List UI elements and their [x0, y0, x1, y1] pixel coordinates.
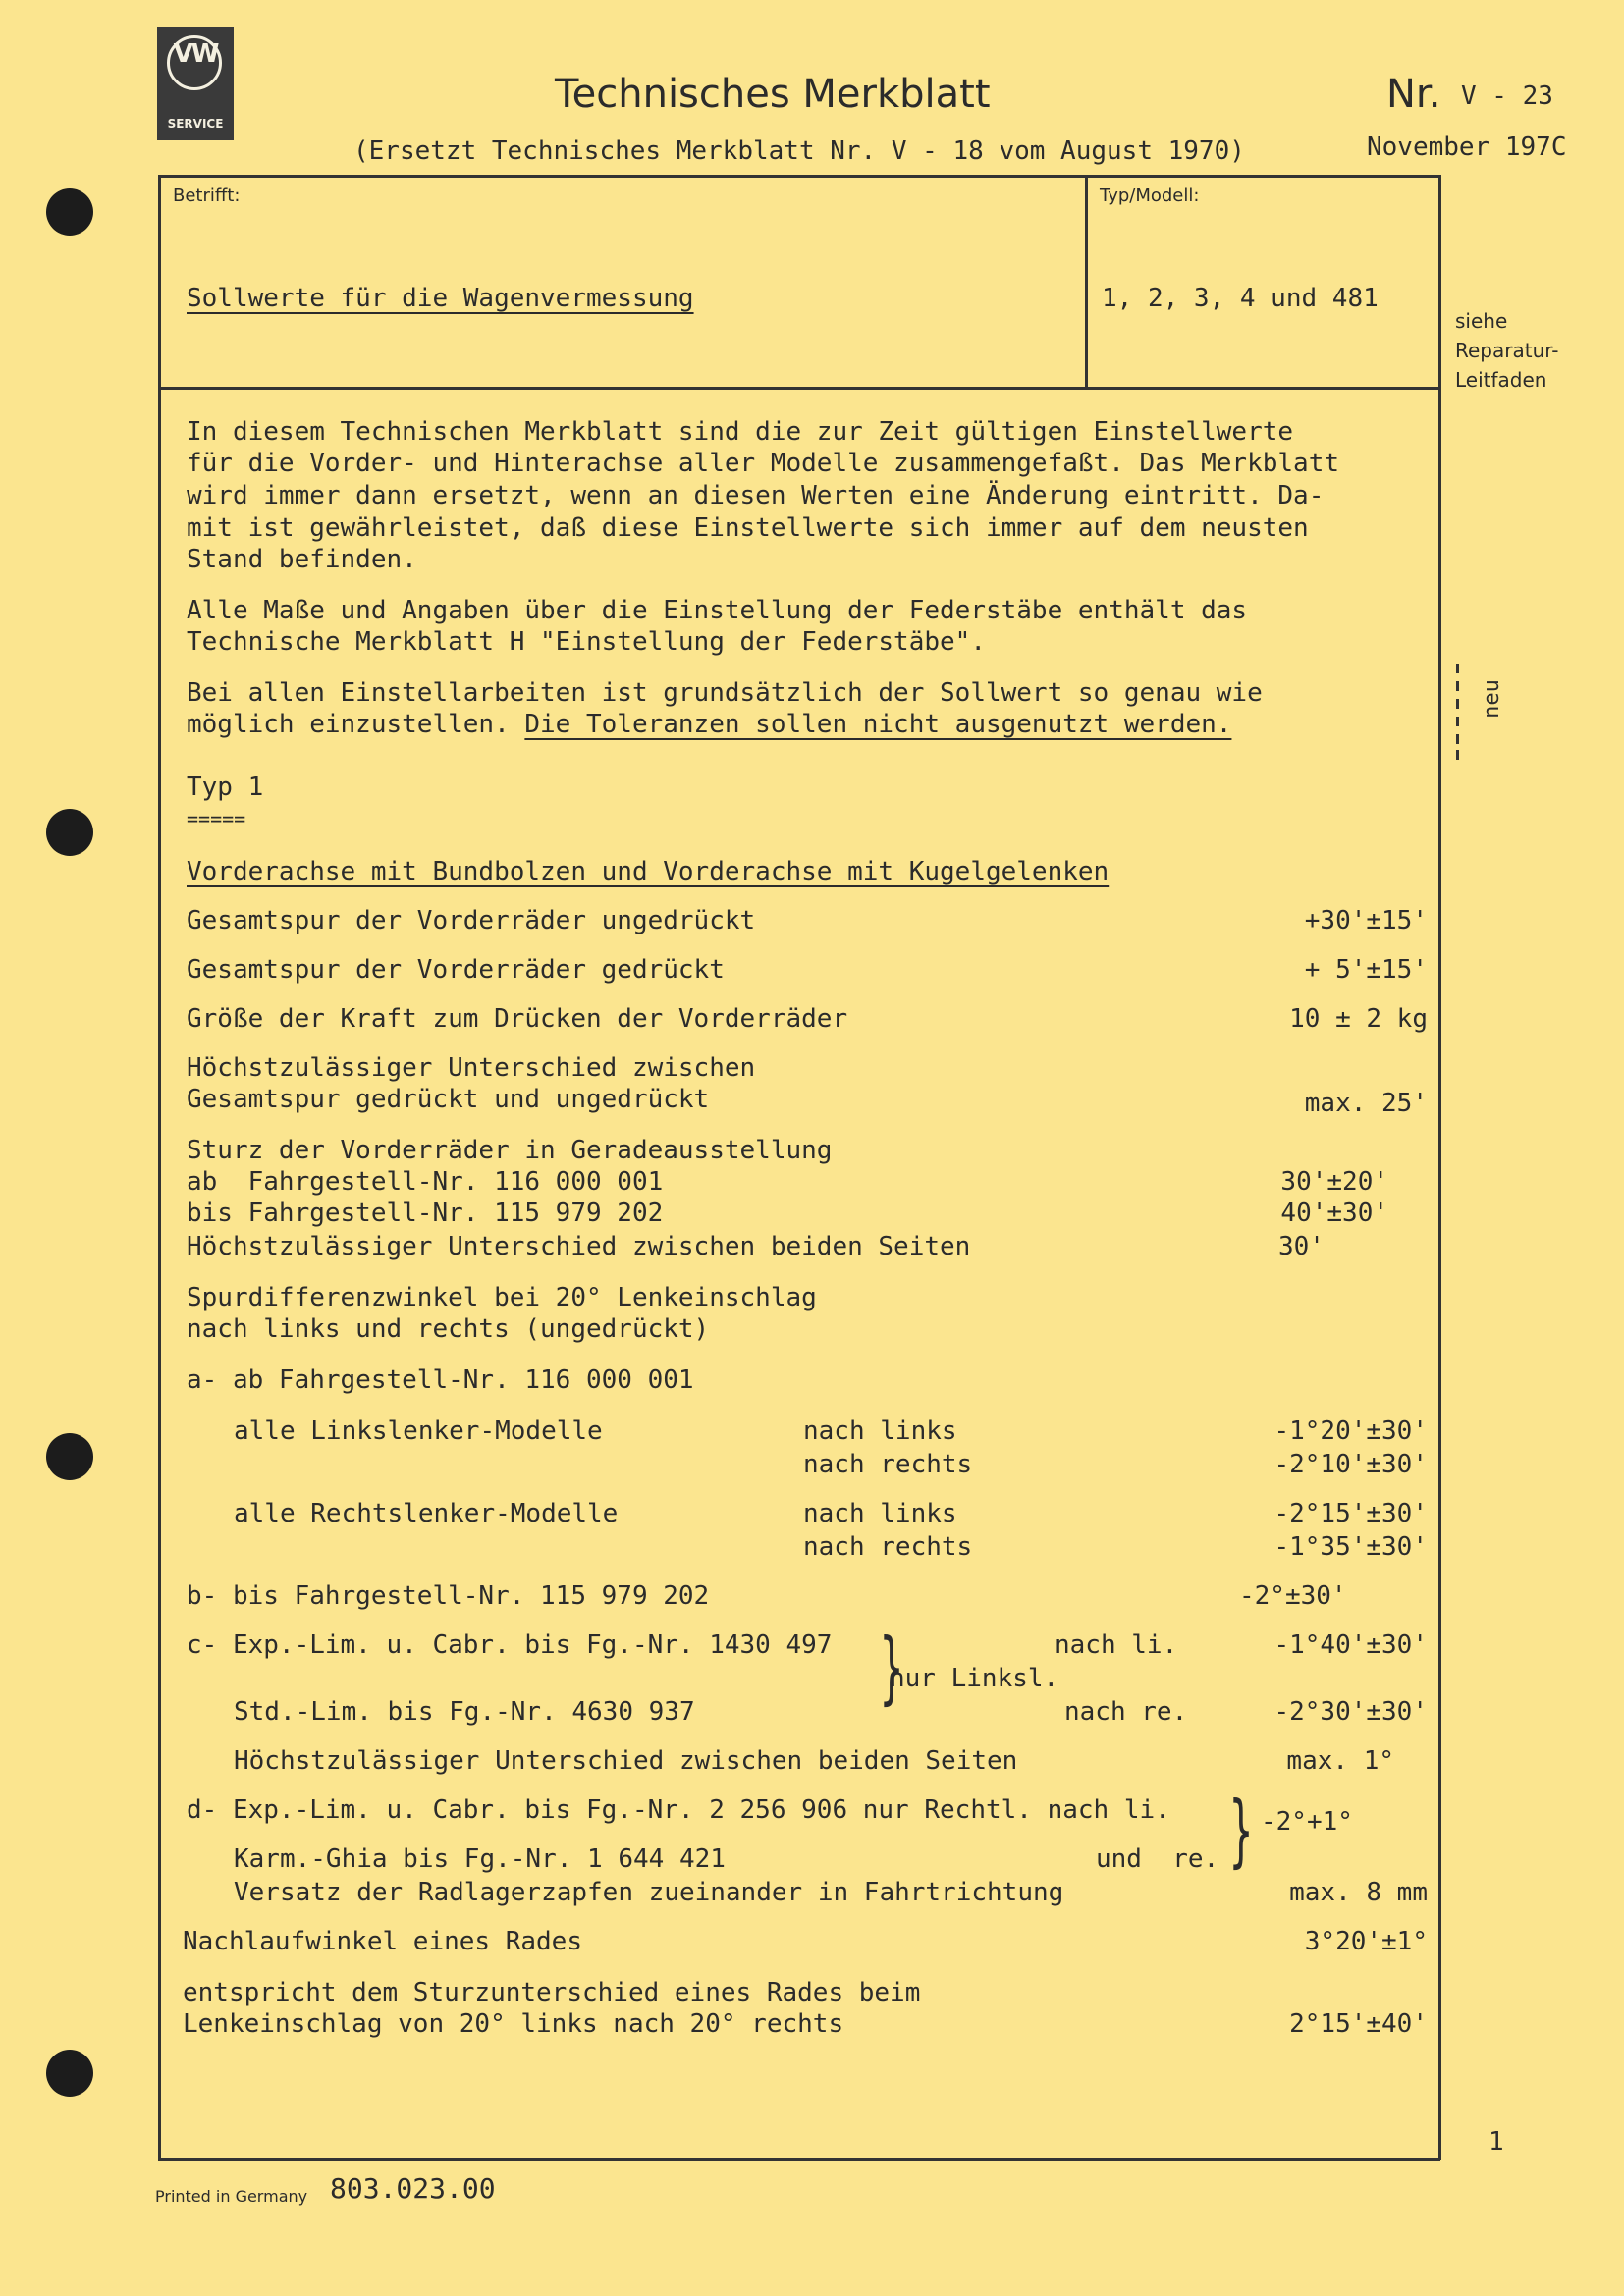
frame-top [158, 175, 1440, 178]
spec-value: -2°+1° [1261, 1807, 1353, 1837]
intro-line [187, 709, 1231, 740]
models: 1, 2, 3, 4 und 481 [1102, 284, 1379, 313]
logo-service-text: SERVICE [167, 117, 224, 131]
spec-value: -1°20'±30' [1273, 1416, 1428, 1446]
intro-line: Alle Maße und Angaben über die Einstellung der Federstäbe enthält das [187, 596, 1248, 625]
spec-value: 30' [1278, 1232, 1325, 1261]
printed-in-germany: Printed in Germany [155, 2187, 308, 2206]
punch-hole [46, 188, 93, 236]
change-marker [1456, 681, 1459, 691]
spec-value: -2°30'±30' [1273, 1697, 1428, 1727]
spec-value: + 5'±15' [1304, 955, 1428, 985]
spec-direction: nach rechts [803, 1450, 973, 1479]
spec-direction: und re. [1096, 1844, 1219, 1874]
spec-label: Größe der Kraft zum Drücken der Vorderräder [187, 1004, 848, 1034]
spec-label: bis Fahrgestell-Nr. 115 979 202 [187, 1199, 664, 1228]
intro-line: In diesem Technischen Merkblatt sind die zur Zeit gültigen Einstellwerte [187, 417, 1294, 447]
tolerance-warning: Die Toleranzen sollen nicht ausgenutzt werden. [524, 710, 1232, 739]
spec-value: max. 25' [1304, 1089, 1428, 1118]
document-code: 803.023.00 [330, 2172, 496, 2205]
page-number: 1 [1489, 2127, 1504, 2157]
frame-bottom [158, 2158, 1440, 2161]
vw-service-logo [157, 27, 234, 140]
spec-value: 30'±20' [1280, 1167, 1388, 1197]
spec-value: 40'±30' [1280, 1199, 1388, 1228]
spec-value: -2°10'±30' [1273, 1450, 1428, 1479]
change-marker [1456, 699, 1459, 709]
subject: Sollwerte für die Wagenvermessung [187, 284, 694, 313]
frame-right [1438, 175, 1441, 2160]
margin-note-leitfaden: Leitfaden [1455, 368, 1547, 392]
spec-label: alle Rechtslenker-Modelle [234, 1499, 619, 1528]
change-marker [1456, 750, 1459, 760]
intro-text: möglich einzustellen. [187, 710, 525, 739]
spec-direction: nach re. [1064, 1697, 1188, 1727]
spec-brace: } [1229, 1785, 1254, 1876]
spec-value: max. 8 mm [1289, 1878, 1428, 1907]
spec-direction: nach links [803, 1416, 957, 1446]
subtitle: (Ersetzt Technisches Merkblatt Nr. V - 18 vom August 1970) [353, 136, 1245, 166]
change-marker [1456, 717, 1459, 726]
nr-label: Nr. [1386, 72, 1441, 117]
neu-note: neu [1479, 679, 1504, 719]
spec-value: 10 ± 2 kg [1289, 1004, 1428, 1034]
frame-left [158, 175, 161, 2160]
spec-brace: } [880, 1622, 904, 1713]
intro-line: mit ist gewährleistet, daß diese Einstellwerte sich immer auf dem neusten [187, 513, 1309, 543]
logo-mark: VW [173, 39, 218, 69]
spec-label: Höchstzulässiger Unterschied zwischen beiden Seiten [187, 1232, 971, 1261]
brace-note: nur Linksl. [890, 1664, 1059, 1693]
spec-label: Karm.-Ghia bis Fg.-Nr. 1 644 421 [234, 1844, 726, 1874]
spec-label: entspricht dem Sturzunterschied eines Rades beim [183, 1978, 921, 2007]
spec-label: c- Exp.-Lim. u. Cabr. bis Fg.-Nr. 1430 497 [187, 1630, 833, 1660]
intro-line: wird immer dann ersetzt, wenn an diesen Werten eine Änderung eintritt. Da- [187, 481, 1325, 510]
spec-label: Versatz der Radlagerzapfen zueinander in Fahrtrichtung [234, 1878, 1064, 1907]
intro-line: Bei allen Einstellarbeiten ist grundsätzlich der Sollwert so genau wie [187, 678, 1263, 708]
spec-label: ab Fahrgestell-Nr. 116 000 001 [187, 1167, 664, 1197]
spec-value: max. 1° [1286, 1746, 1394, 1776]
spec-label: Gesamtspur der Vorderräder ungedrückt [187, 906, 756, 935]
punch-hole [46, 809, 93, 856]
spec-label: a- ab Fahrgestell-Nr. 116 000 001 [187, 1365, 694, 1395]
intro-line: Technische Merkblatt H "Einstellung der Federstäbe". [187, 627, 986, 657]
spec-value: 2°15'±40' [1289, 2009, 1428, 2039]
spec-label: d- Exp.-Lim. u. Cabr. bis Fg.-Nr. 2 256 906 nur Rechtl. nach li. [187, 1795, 1170, 1825]
spec-value: -1°40'±30' [1273, 1630, 1428, 1660]
spec-value: -2°±30' [1239, 1581, 1347, 1611]
spec-label: Spurdifferenzwinkel bei 20° Lenkeinschlag [187, 1283, 817, 1312]
typ-heading-underline: ===== [187, 807, 246, 830]
typ-heading: Typ 1 [187, 773, 264, 802]
punch-hole [46, 2050, 93, 2097]
spec-label: Nachlaufwinkel eines Rades [183, 1927, 582, 1956]
issue-date: November 197C [1367, 133, 1567, 162]
spec-label: Gesamtspur der Vorderräder gedrückt [187, 955, 725, 985]
spec-direction: nach li. [1055, 1630, 1178, 1660]
box-divider [158, 387, 1440, 390]
change-marker [1456, 734, 1459, 744]
margin-note-siehe: siehe [1455, 309, 1508, 333]
change-marker [1456, 664, 1459, 673]
spec-label: Sturz der Vorderräder in Geradeausstellung [187, 1136, 833, 1165]
intro-line: Stand befinden. [187, 545, 417, 574]
intro-line: für die Vorder- und Hinterachse aller Modelle zusammengefaßt. Das Merkblatt [187, 449, 1339, 478]
box-column-divider [1085, 175, 1088, 389]
section-heading: Vorderachse mit Bundbolzen und Vorderachse mit Kugelgelenken [187, 857, 1110, 886]
spec-label: nach links und rechts (ungedrückt) [187, 1314, 710, 1344]
spec-label: Lenkeinschlag von 20° links nach 20° rechts [183, 2009, 844, 2039]
spec-label: Gesamtspur gedrückt und ungedrückt [187, 1085, 710, 1114]
spec-value: +30'±15' [1304, 906, 1428, 935]
punch-hole [46, 1433, 93, 1480]
spec-label: b- bis Fahrgestell-Nr. 115 979 202 [187, 1581, 710, 1611]
margin-note-reparatur: Reparatur- [1455, 339, 1559, 362]
page-title: Technisches Merkblatt [555, 72, 991, 117]
spec-label: alle Linkslenker-Modelle [234, 1416, 603, 1446]
spec-direction: nach rechts [803, 1532, 973, 1562]
spec-value: 3°20'±1° [1304, 1927, 1428, 1956]
spec-value: -2°15'±30' [1273, 1499, 1428, 1528]
spec-value: -1°35'±30' [1273, 1532, 1428, 1562]
betrifft-label: Betrifft: [173, 186, 241, 206]
spec-direction: nach links [803, 1499, 957, 1528]
nr-value: V - 23 [1461, 81, 1553, 111]
spec-label: Std.-Lim. bis Fg.-Nr. 4630 937 [234, 1697, 695, 1727]
spec-label: Höchstzulässiger Unterschied zwischen [187, 1053, 756, 1083]
typ-modell-label: Typ/Modell: [1100, 186, 1200, 206]
spec-label: Höchstzulässiger Unterschied zwischen beiden Seiten [234, 1746, 1018, 1776]
